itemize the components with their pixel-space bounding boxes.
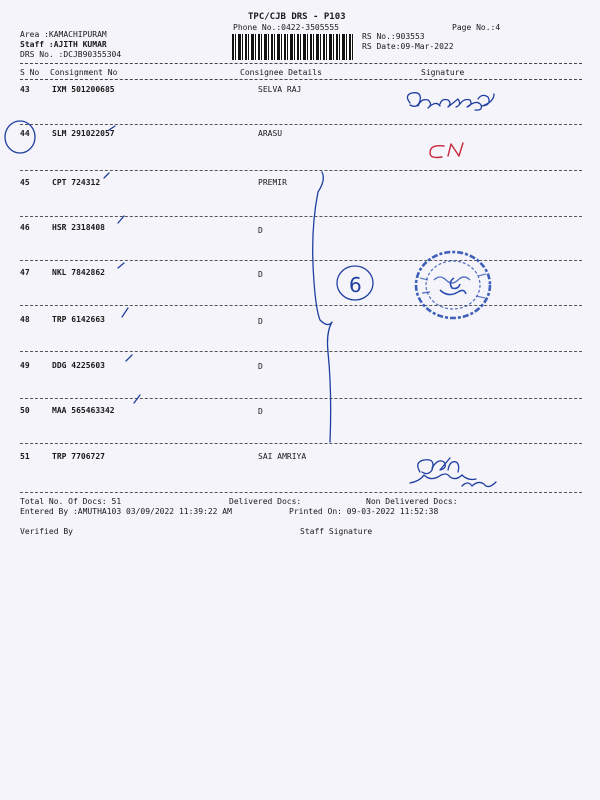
column-signature: Signature [421, 68, 465, 77]
delivered-docs: Delivered Docs: [229, 497, 302, 506]
row-sno: 50 [20, 406, 30, 415]
row-consignment: SLM 291022057 [52, 129, 115, 138]
row44-mark [430, 143, 463, 158]
tick-mark [118, 263, 124, 268]
row-sno: 51 [20, 452, 30, 461]
row-consignment: MAA 565463342 [52, 406, 115, 415]
row-consignee: PREMIR [258, 178, 287, 187]
row-consignee: D [258, 362, 263, 371]
row-consignment: HSR 2318408 [52, 223, 105, 232]
printed-on: Printed On: 09-03-2022 11:52:38 [289, 507, 439, 516]
row-consignment: CPT 724312 [52, 178, 101, 187]
row-sno: 45 [20, 178, 30, 187]
row43-signature [407, 93, 494, 110]
non-delivered-docs: Non Delivered Docs: [366, 497, 458, 506]
row-consignee: D [258, 270, 263, 279]
row51-signature [410, 458, 496, 487]
rs-number: RS No.:903553 [362, 32, 425, 41]
document-title: TPC/CJB DRS - P103 [248, 12, 346, 22]
row-sno: 47 [20, 268, 30, 277]
area-field: Area :KAMACHIPURAM [20, 30, 107, 39]
tick-mark [109, 126, 115, 130]
total-docs: Total No. Of Docs: 51 [20, 497, 122, 506]
row-consignment: NKL 7842862 [52, 268, 105, 277]
column-sno: S No [20, 68, 40, 77]
row-consignee: D [258, 226, 263, 235]
row-consignee: SELVA RAJ [258, 85, 302, 94]
rs-date: RS Date:09-Mar-2022 [362, 42, 454, 51]
row-consignee: SAI AMRIYA [258, 452, 307, 461]
row-consignment: TRP 7706727 [52, 452, 105, 461]
brace-mark [313, 172, 332, 442]
tick-mark [104, 173, 109, 178]
staff-signature-label: Staff Signature [300, 527, 373, 536]
verified-by: Verified By [20, 527, 73, 536]
circle-mark [5, 121, 35, 153]
column-consignee: Consignee Details [240, 68, 322, 77]
page-number: Page No.:4 [452, 23, 501, 32]
phone-number: Phone No.:0422-3505555 [233, 23, 339, 32]
row-consignment: TRP 6142663 [52, 315, 105, 324]
office-stamp [412, 248, 494, 322]
row-consignee: D [258, 407, 263, 416]
row-consignee: ARASU [258, 129, 283, 138]
tick-mark [134, 395, 140, 403]
staff-field: Staff :AJITH KUMAR [20, 40, 107, 49]
row-sno: 43 [20, 85, 30, 94]
tick-mark [126, 355, 132, 361]
row-sno: 44 [20, 129, 30, 138]
tick-mark [122, 308, 128, 317]
drs-number: DRS No. :DCJB90355304 [20, 50, 122, 59]
row-consignment: IXM 501200685 [52, 85, 115, 94]
row-sno: 48 [20, 315, 30, 324]
column-consignment: Consignment No [50, 68, 118, 77]
tick-mark [118, 216, 124, 223]
circled-number-text: 6 [349, 273, 362, 297]
row-sno: 49 [20, 361, 30, 370]
row-sno: 46 [20, 223, 30, 232]
row-consignee: D [258, 317, 263, 326]
row-consignment: DDG 4225603 [52, 361, 105, 370]
entered-by: Entered By :AMUTHA103 03/09/2022 11:39:22 AM [20, 507, 232, 516]
